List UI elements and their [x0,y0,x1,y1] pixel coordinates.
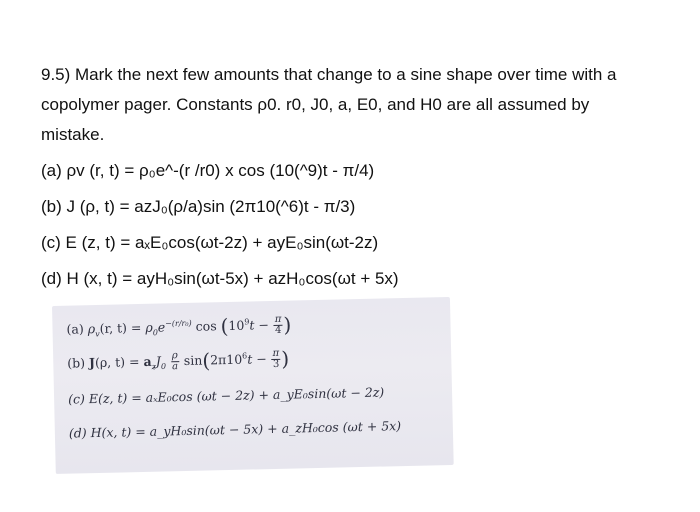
equations-photo [52,297,454,474]
photo-equation-b: (b) J(ρ, $t) = a_zJ_0$ $\frac{\rho}{a}$ $\sin(2\pi 10^6t$ − $\frac{\pi}{3}$ ) [67,346,290,373]
problem-statement [41,60,666,150]
photo-equation-a: (a) $\rho_v(r$, $t) = \rho_0e^{-(r/r_0)}$ $\cos (10^9t$ − $\frac{\pi}{4}$ ) [66,312,292,339]
item-a: (a) ρv (r, t) = ρ₀e^-(r /r0) x cos (10(^9)t - π/4) [41,161,375,180]
statement-line-2: copolymer pager. Constants ρ0. r0, J0, a, E0, and H0 are all assumed by [41,95,590,114]
statement-line-1: 9.5) Mark the next few amounts that change to a sine shape over time with a [41,65,617,84]
photo-equation-d: (d) H(x, t) = a_yH₀sin(ωt − 5x) + a_zH₀cos (ωt + 5x) [68,418,402,441]
photo-equation-c: (c) E(z, t) = aₓE₀cos (ωt − 2z) + a_yE₀sin(ωt − 2z) [67,384,385,407]
problem-text [41,60,666,294]
item-c: (c) E (z, t) = aₓE₀cos(ωt-2z) + ayE₀sin(ωt-2z) [41,233,379,252]
statement-line-3: mistake. [41,125,105,144]
item-b: (b) J (ρ, t) = azJ₀(ρ/a)sin (2π10(^6)t - π/3) [41,197,356,216]
item-d: (d) H (x, t) = ayH₀sin(ωt-5x) + azH₀cos(ωt + 5x) [41,269,399,288]
